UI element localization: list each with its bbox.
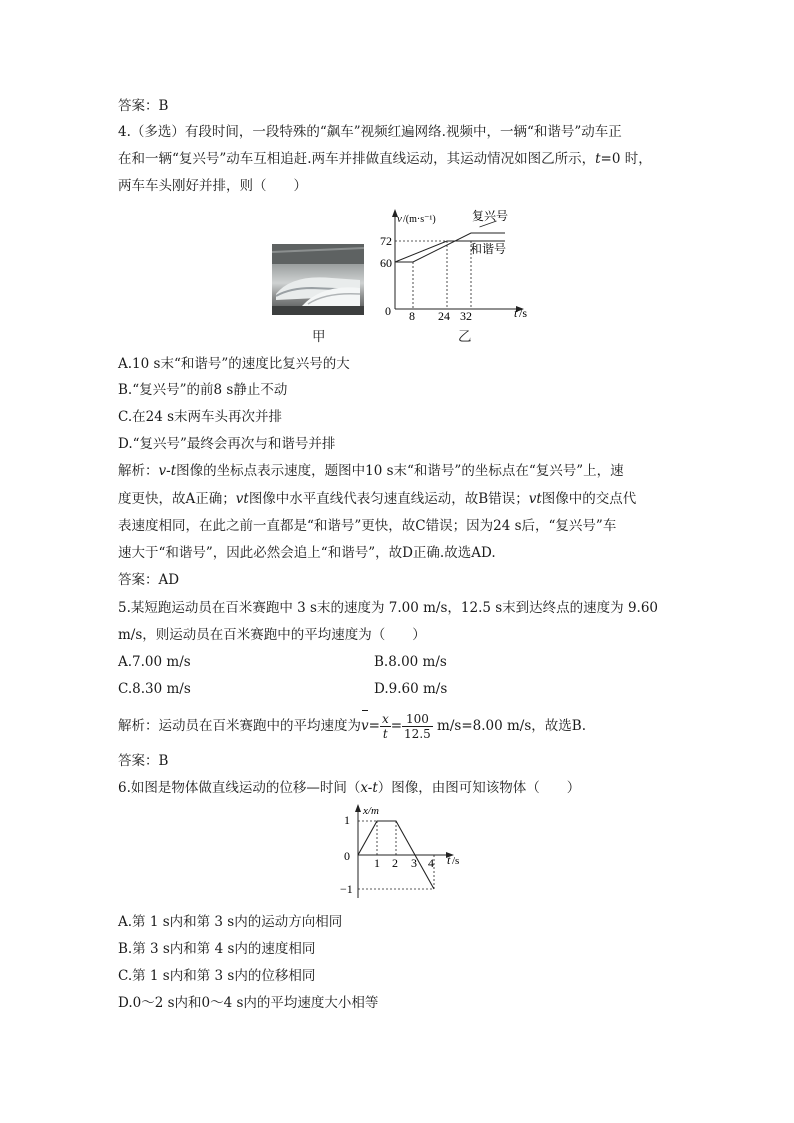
xt-xtick-1: 1 — [374, 856, 380, 870]
vt-series-label-fuxing: 复兴号 — [472, 209, 509, 223]
xt-ytick-1: 1 — [344, 813, 350, 827]
q4-analysis-line2: 度更快，故A正确；vt图像中水平直线代表匀速直线运动，故B错误；vt图像中的交点代 — [118, 491, 637, 507]
q6-option-d: D.0～2 s内和0～4 s内的平均速度大小相等 — [118, 995, 379, 1011]
vt-xtick-24: 24 — [438, 309, 450, 323]
q4-analysis-line4: 速大于“和谐号”，因此必然会追上“和谐号”，故D正确.故选AD. — [118, 545, 496, 561]
vt-xtick-8: 8 — [409, 309, 415, 323]
q4-stem-line3: 两车车头刚好并排，则（ ） — [118, 178, 307, 194]
xt-ytick-0: 0 — [344, 849, 350, 863]
vt-xtick-32: 32 — [460, 309, 472, 323]
q6-option-a: A.第 1 s内和第 3 s内的运动方向相同 — [118, 914, 343, 930]
q5-answer: 答案：B — [118, 753, 169, 769]
fraction-100-over-12-5: $\frac{100}{12.5}$ — [404, 712, 431, 741]
xt-xlabel-unit: /s — [452, 855, 460, 867]
prev-answer: 答案：B — [118, 98, 169, 114]
vt-series-label-hexie: 和谐号 — [470, 242, 507, 256]
q4-option-b: B.“复兴号”的前8 s静止不动 — [118, 382, 288, 398]
vt-ylabel-unit: /(m·s⁻¹) — [403, 214, 436, 225]
q5-stem-line1: 5.某短跑运动员在百米赛跑中 3 s末的速度为 7.00 m/s，12.5 s末到达终点的速度为 9.60 — [118, 600, 659, 616]
q6-stem: 6.如图是物体做直线运动的位移—时间（x-t）图像，由图可知该物体（ ） — [118, 780, 581, 796]
avg-velocity-symbol: v — [361, 710, 369, 742]
q5-analysis: 解析：运动员在百米赛跑中的平均速度为v= $\frac{x}{t}$ = $\frac{100}{12.5}$ m/s=8.00 m/s，故选B. — [118, 712, 586, 741]
vt-xlabel-unit: /s — [519, 306, 528, 320]
q4-option-a: A.10 s末“和谐号”的速度比复兴号的大 — [118, 356, 350, 372]
xt-xtick-4: 4 — [428, 856, 434, 870]
q5-option-b: B.8.00 m/s — [374, 654, 447, 670]
xt-xtick-3: 3 — [411, 856, 417, 870]
q4-stem-line1: 4.（多选）有段时间，一段特殊的“飙车”视频红遍网络.视频中，一辆“和谐号”动车正 — [118, 124, 622, 140]
xt-chart — [338, 802, 468, 902]
q6-option-c: C.第 1 s内和第 3 s内的位移相同 — [118, 968, 316, 984]
q5-option-c: C.8.30 m/s — [118, 681, 191, 697]
vt-chart — [360, 205, 540, 325]
q4-answer: 答案：AD — [118, 572, 180, 588]
vt-ytick-60: 60 — [380, 256, 392, 270]
train-photo — [272, 244, 364, 315]
xt-xlabel-t: t — [447, 853, 451, 867]
fig-label-yi: 乙 — [458, 329, 472, 345]
q6-option-b: B.第 3 s内和第 4 s内的速度相同 — [118, 941, 316, 957]
xt-xtick-2: 2 — [392, 856, 398, 870]
fig-label-jia: 甲 — [312, 329, 326, 345]
q5-stem-line2: m/s，则运动员在百米赛跑中的平均速度为（ ） — [118, 627, 426, 643]
q4-analysis-line3: 表速度相同，在此之前一直都是“和谐号”更快，故C错误；因为24 s后，“复兴号”车 — [118, 518, 617, 534]
xt-ytick-neg1: −1 — [340, 882, 353, 896]
q4-option-c: C.在24 s末两车头再次并排 — [118, 409, 283, 425]
fraction-x-over-t: $\frac{x}{t}$ — [381, 712, 389, 741]
q4-stem-line2: 在和一辆“复兴号”动车互相追赶.两车并排做直线运动，其运动情况如图乙所示，t=0 时， — [118, 151, 652, 167]
q4-option-d: D.“复兴号”最终会再次与和谐号并排 — [118, 436, 336, 452]
xt-y-axis-arrow — [355, 804, 361, 812]
vt-xlabel-t: t — [514, 306, 518, 320]
train-photo-drawing — [272, 244, 364, 315]
vt-ytick-72: 72 — [380, 234, 392, 248]
q4-analysis-line1: 解析：v-t图像的坐标点表示速度，题图中10 s末“和谐号”的坐标点在“复兴号”上，速 — [118, 463, 624, 479]
xt-ylabel: x/m — [363, 805, 379, 817]
vt-ylabel-v: v — [397, 213, 402, 225]
vt-origin: 0 — [385, 304, 391, 318]
q5-option-a: A.7.00 m/s — [118, 654, 191, 670]
q5-option-d: D.9.60 m/s — [374, 681, 448, 697]
